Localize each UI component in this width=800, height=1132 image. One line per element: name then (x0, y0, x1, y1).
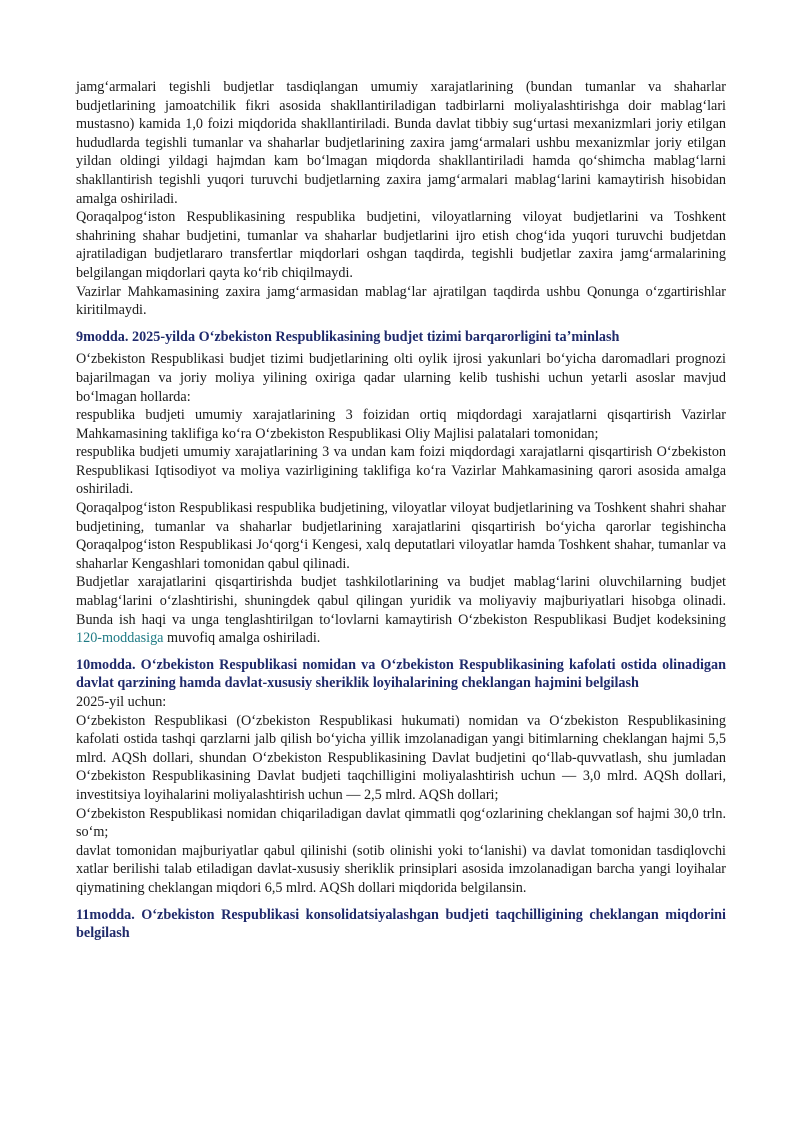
paragraph: Oʻzbekiston Respublikasi budjet tizimi budjetlarining olti oylik ijrosi yakunlari boʻyicha daromadlari prognozi bajarilmagan va joriy moliya yilining oxiriga qadar ularning kelib tushishi uchun yetarli asoslar mavjud boʻlmagan hollarda: (76, 351, 726, 405)
paragraph: Qoraqalpogʻiston Respublikasining respublika budjetini, viloyatlarning viloyat budjetlarini va Toshkent shahrining shahar budjetini, tumanlar va shaharlar budjetlarini ijro etish chogʻida yuqori turuvchi budjetdan ajratiladigan budjetlararo transfertlar miqdorlari oshgan taqdirda, tegishli budjetlar zaxira jamgʻarmalarining belgilangan miqdorlari qayta koʻrib chiqilmaydi. (76, 209, 726, 281)
paragraph: Vazirlar Mahkamasining zaxira jamgʻarmasidan mablagʻlar ajratilgan taqdirda ushbu Qonunga oʻzgartirishlar kiritilmaydi. (76, 283, 726, 319)
paragraph: respublika budjeti umumiy xarajatlarining 3 foizidan ortiq miqdordagi xarajatlarni qisqartirish Vazirlar Mahkamasining taklifiga koʻra Oʻzbekiston Respublikasi Oliy Majlisi palatalari tomonidan; (76, 407, 726, 442)
paragraph: Oʻzbekiston Respublikasi nomidan chiqariladigan davlat qimmatli qogʻozlarining cheklangan sof hajmi 30,0 trln. soʻm; (76, 805, 726, 841)
paragraph: 2025-yil uchun: (76, 694, 167, 710)
article-10-heading: 10modda. Oʻzbekiston Respublikasi nomidan va Oʻzbekiston Respublikasining kafolati ostida olinadigan davlat qarzining hamda davlat-xususiy sheriklik loyihalarining cheklangan hajmini belgilash (76, 656, 726, 692)
paragraph: Oʻzbekiston Respublikasi (Oʻzbekiston Respublikasi hukumati) nomidan va Oʻzbekiston Respublikasining kafolati ostida tashqi qarzlarni jalb qilish boʻyicha yillik imzolanadigan yangi bitimlarning cheklangan hajmi 5,5 mlrd. AQSh dollari, shundan Oʻzbekiston Respublikasining Davlat budjetini qoʻllab-quvvatlash, shu jumladan Oʻzbekiston Respublikasining Davlat budjeti taqchilligini moliyalashtirish uchun — 3,0 mlrd. AQSh dollari, investitsiya loyihalarini moliyalashtirish uchun — 2,5 mlrd. AQSh dollari; (76, 712, 726, 803)
paragraph: davlat tomonidan majburiyatlar qabul qilinishi (sotib olinishi yoki toʻlanishi) va davlat tomonidan tasdiqlovchi xatlar berilishi talab etiladigan davlat-xususiy sheriklik prinsiplari asosida imzolanadigan barcha yangi loyihalar qiymatining cheklangan miqdori 6,5 mlrd. AQSh dollari miqdorida belgilansin. (76, 842, 726, 896)
paragraph: jamgʻarmalari tegishli budjetlar tasdiqlangan umumiy xarajatlarining (bundan tumanlar va shaharlar budjetlarining jamoatchilik fikri asosida shakllantiriladigan tadbirlarni moliyalashtirishga doir mablagʻlari mustasno) kamida 1,0 foizi miqdorida shakllantiriladi. Bunda davlat tibbiy sugʻurtasi mexanizmlari joriy etilgan hududlarda tegishli tumanlar va shaharlar budjetlarining zaxira jamgʻarmalari ushbu mexanizmlar joriy etilgan yildan oldingi yildagi hajmdan kam boʻlmagan miqdorda shakllantiriladi hamda qoʻshimcha mablagʻlarni shakllantirish tegishli yuqori turuvchi budjetlarning zaxira jamgʻarmalari mablagʻlarini kamaytirish hisobidan amalga oshiriladi. (76, 79, 726, 207)
paragraph (76, 573, 726, 647)
budget-code-article-link[interactable]: 120-moddasiga (76, 630, 164, 647)
document-page (76, 78, 726, 943)
article-9-heading: 9modda. 2025-yilda Oʻzbekiston Respublikasining budjet tizimi barqarorligini taʼminlash (76, 328, 620, 345)
paragraph-text: Budjetlar xarajatlarini qisqartirishda budjet tashkilotlarining va budjet mablagʻlarini oluvchilarning budjet mablagʻlarini oʻzlashtirishi, shuningdek qabul qilingan yuridik va moliyaviy majburiyatlari hisobga olinadi. Bunda ish haqi va unga tenglashtirilgan toʻlovlarni kamaytirish Oʻzbekiston Respublikasi Budjet kodeksining (76, 574, 726, 628)
paragraph: Qoraqalpogʻiston Respublikasi respublika budjetining, viloyatlar viloyat budjetlarining va Toshkent shahri shahar budjetining, tumanlar va shaharlar budjetlarining xarajatlarini qisqartirish boʻyicha qarorlar tegishincha Qoraqalpogʻiston Respublikasi Joʻqorgʻi Kengesi, xalq deputatlari viloyatlar hamda Toshkent shahar, tumanlar va shaharlar Kengashlari tomonidan qabul qilinadi. (76, 500, 726, 572)
paragraph: respublika budjeti umumiy xarajatlarining 3 va undan kam foizi miqdordagi xarajatlarni qisqartirish Oʻzbekiston Respublikasi Iqtisodiyot va moliya vazirligining taklifiga koʻra Vazirlar Mahkamasining qarori asosida amalga oshiriladi. (76, 444, 726, 498)
paragraph-text: muvofiq amalga oshiriladi. (167, 630, 321, 647)
article-11-heading: 11modda. Oʻzbekiston Respublikasi konsolidatsiyalashgan budjeti taqchilligining cheklangan miqdorini belgilash (76, 906, 726, 942)
